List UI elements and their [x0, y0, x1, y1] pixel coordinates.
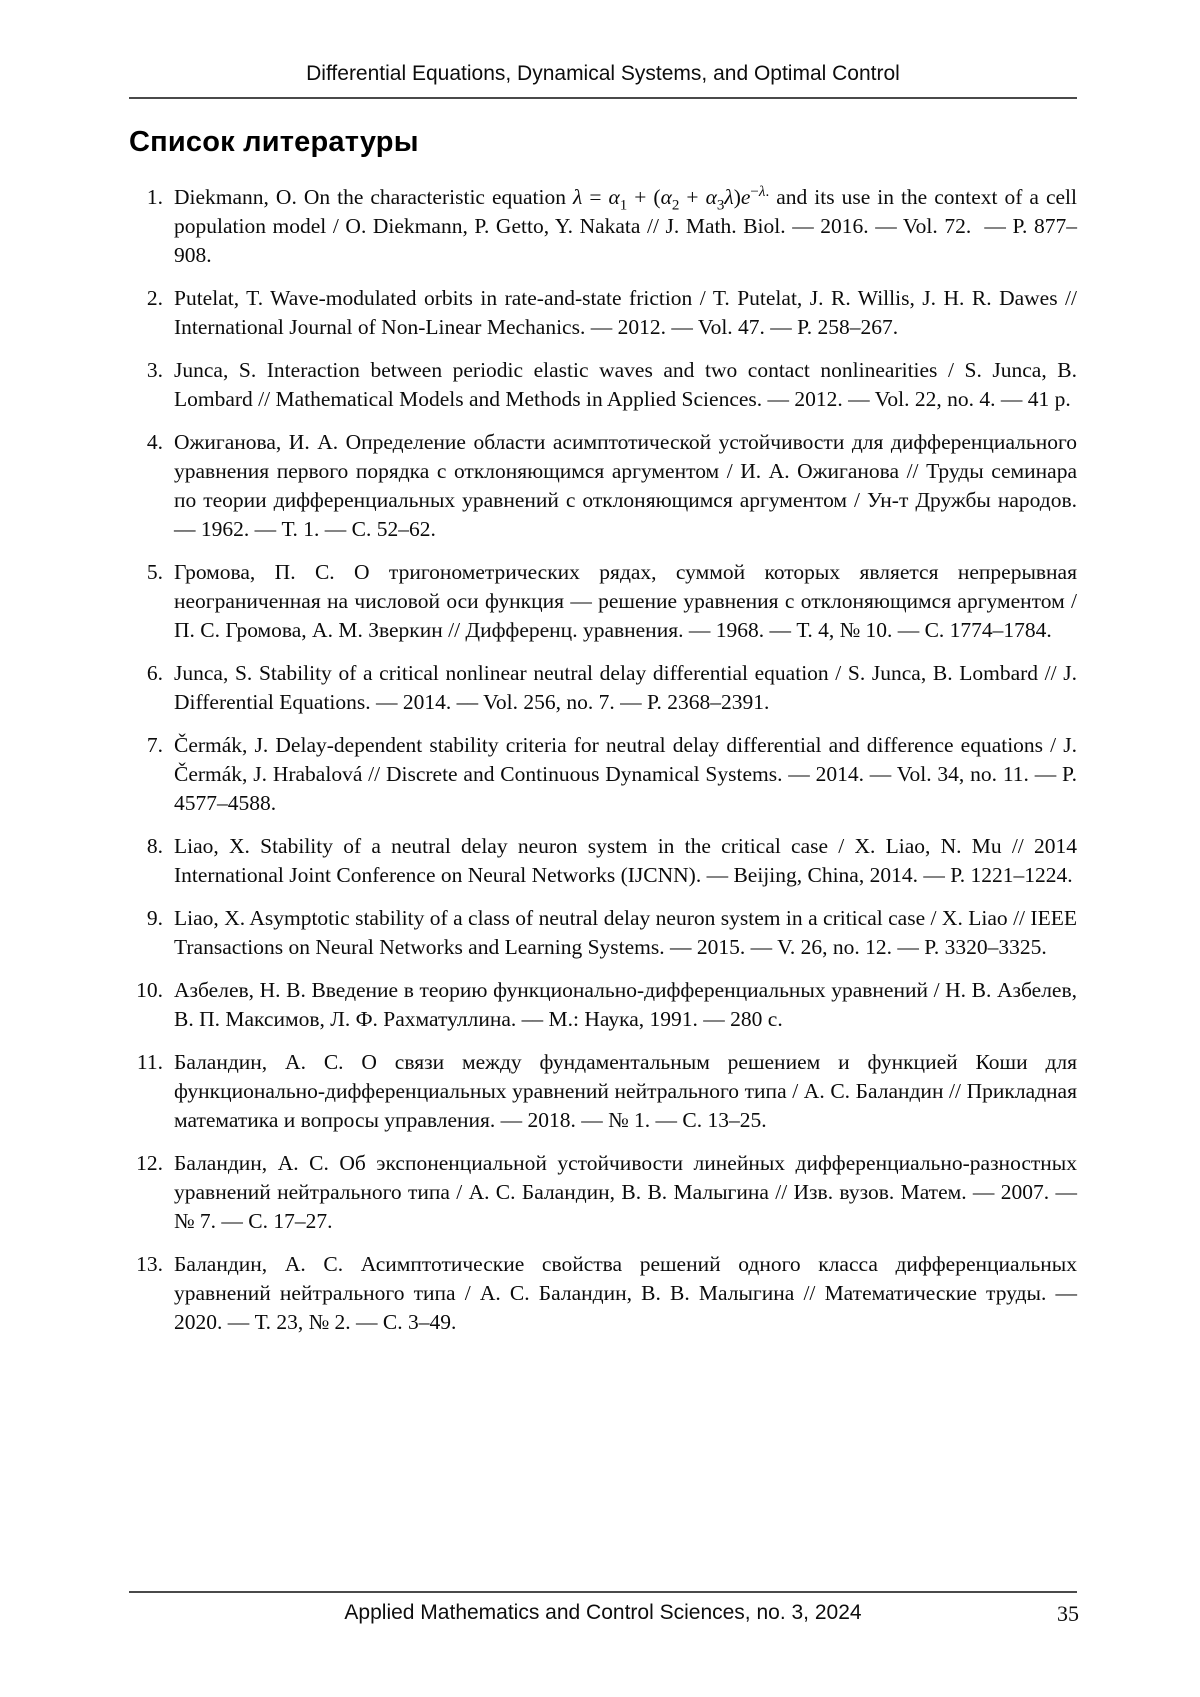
reference-number: 6. [146, 661, 163, 685]
reference-number: 9. [146, 906, 163, 930]
footer-page-number: 35 [1057, 1601, 1079, 1626]
reference-number: 10. [136, 978, 163, 1002]
reference-list [129, 183, 1077, 1351]
reference-item [129, 1149, 1077, 1236]
reference-item [129, 904, 1077, 962]
section-title: Список литературы [129, 126, 419, 158]
reference-number: 7. [146, 733, 163, 757]
reference-text: Азбелев, Н. В. Введение в теорию функционально-дифференциальных уравнений / Н. В. Азбелев, В. П. Максимов, Л. Ф. Рахматуллина. –– М.: Наука, 1991. — 280 с. [174, 978, 1077, 1031]
reference-text: Баландин, А. С. Асимптотические свойства решений одного класса дифференциальных уравнений нейтрального типа / А. С. Баландин, В. В. Малыгина // Математические труды. –– 2020. — Т. 23, № 2. — С. 3–49. [174, 1252, 1077, 1334]
reference-item [129, 731, 1077, 818]
reference-item [129, 1250, 1077, 1337]
reference-text: Баландин, А. С. Об экспоненциальной устойчивости линейных дифференциально-разностных уравнений нейтрального типа / А. С. Баландин, В. В. Малыгина // Изв. вузов. Матем. — 2007. — № 7. — С. 17–27. [174, 1151, 1077, 1233]
reference-number: 1. [146, 185, 163, 209]
running-title: Differential Equations, Dynamical Systems, and Optimal Control [306, 62, 900, 85]
reference-item [129, 976, 1077, 1034]
reference-item [129, 558, 1077, 645]
reference-item [129, 183, 1077, 270]
reference-item [129, 659, 1077, 717]
reference-text: Ожиганова, И. А. Определение области асимптотической устойчивости для дифференциального уравнения первого порядка с отклоняющимся аргументом / И. А. Ожиганова // Труды семинара по теории дифференциальных уравнений с отклоняющимся аргументом / Ун-т Дружбы народов. –– 1962. — Т. 1. — С. 52–62. [174, 430, 1077, 541]
reference-text: Diekmann, O. On the characteristic equation $\lambda = \alpha_1 + (\alpha_2 + \alpha_3\lambda)e^{-\lambda.}$ and its use in the context of a cell population model / O. Diekmann, P. Getto, Y. Nakata // J. Math. Biol. — 2016. — Vol. 72. — P. 877–908. [174, 183, 1077, 267]
reference-item [129, 356, 1077, 414]
reference-text: Liao, X. Stability of a neutral delay neuron system in the critical case / X. Liao, N. Mu // 2014 International Joint Conference on Neural Networks (IJCNN). — Beijing, China, 2014. — P. 1221–1224. [174, 834, 1077, 887]
reference-text: Putelat, T. Wave-modulated orbits in rate-and-state friction / T. Putelat, J. R. Willis, J. H. R. Dawes // International Journal of Non-Linear Mechanics. — 2012. — Vol. 47. — P. 258–267. [174, 286, 1077, 339]
reference-text: Громова, П. С. О тригонометрических рядах, суммой которых является непрерывная неограниченная на числовой оси функция — решение уравнения с отклоняющимся аргументом / П. С. Громова, А. М. Зверкин // Дифференц. уравнения. — 1968. –– Т. 4, № 10. — С. 1774–1784. [174, 560, 1077, 642]
reference-number: 13. [136, 1252, 163, 1276]
reference-item [129, 284, 1077, 342]
reference-number: 12. [136, 1151, 163, 1175]
reference-item [129, 428, 1077, 544]
reference-text: Čermák, J. Delay-dependent stability criteria for neutral delay differential and difference equations / J. Čermák, J. Hrabalová // Discrete and Continuous Dynamical Systems. — 2014. — Vol. 34, no. 11. — P. 4577–4588. [174, 733, 1077, 815]
reference-text: Liao, X. Asymptotic stability of a class of neutral delay neuron system in a critical case / X. Liao // IEEE Transactions on Neural Networks and Learning Systems. –– 2015. — V. 26, no. 12. — P. 3320–3325. [174, 906, 1077, 959]
page-footer [129, 1591, 1077, 1625]
footer-journal-line: Applied Mathematics and Control Sciences, no. 3, 2024 [344, 1601, 862, 1624]
reference-text: Junca, S. Stability of a critical nonlinear neutral delay differential equation / S. Junca, B. Lombard // J. Differential Equations. — 2014. –– Vol. 256, no. 7. — P. 2368–2391. [174, 661, 1077, 714]
reference-number: 5. [146, 560, 163, 584]
reference-item [129, 1048, 1077, 1135]
reference-text: Junca, S. Interaction between periodic elastic waves and two contact nonlinearities / S. Junca, B. Lombard // Mathematical Models and Methods in Applied Sciences. — 2012. — Vol. 22, no. 4. — 41 p. [174, 358, 1077, 411]
reference-number: 8. [146, 834, 163, 858]
page-header [129, 62, 1077, 99]
reference-number: 4. [146, 430, 163, 454]
reference-text: Баландин, А. С. О связи между фундаментальным решением и функцией Коши для функционально-дифференциальных уравнений нейтрального типа / А. С. Баландин // Прикладная математика и вопросы управления. — 2018. — № 1. — С. 13–25. [174, 1050, 1077, 1132]
reference-number: 11. [136, 1050, 163, 1074]
reference-item [129, 832, 1077, 890]
reference-number: 2. [146, 286, 163, 310]
reference-number: 3. [146, 358, 163, 382]
